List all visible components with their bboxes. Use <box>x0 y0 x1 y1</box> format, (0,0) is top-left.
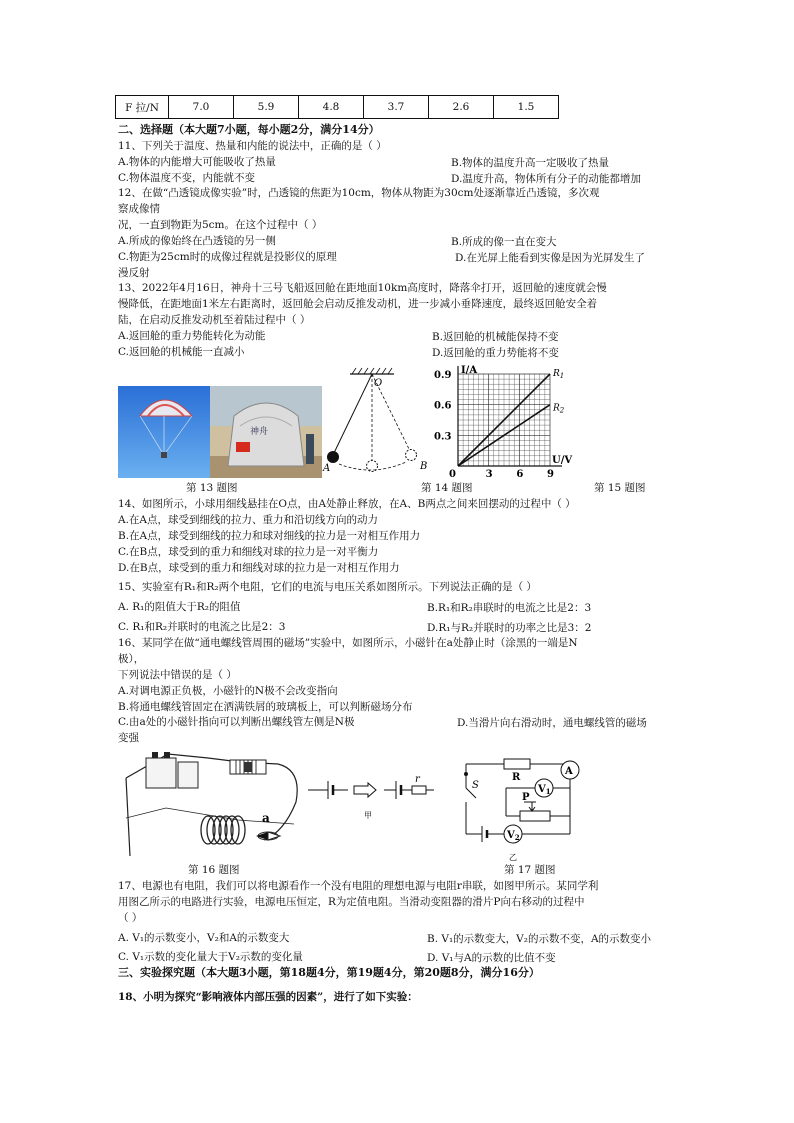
caption-fig16: 第 16 题图 <box>188 864 240 876</box>
q12-option-d: D.在光屏上能看到实像是因为光屏发生了 <box>455 252 645 264</box>
q16-stem-2: 极）， <box>118 653 145 665</box>
q15-option-c: C. R₁和R₂并联时的电流之比是2：3 <box>118 621 286 633</box>
q15-option-d: D.R₁与R₂并联时的功率之比是3：2 <box>427 622 592 634</box>
q17-stem-1: 17、电源也有电阻，我们可以将电源看作一个没有电阻的理想电源与电阻r串联，如图甲所示。某同学利 <box>118 880 599 892</box>
pendulum-B-label: B <box>420 461 428 472</box>
rheostat <box>520 811 550 821</box>
q17-option-a: A. V₁的示数变小，V₂和A的示数变大 <box>118 932 290 944</box>
q16-option-d-cont: 变强 <box>118 732 139 744</box>
q17-stem-2: 用图乙所示的电路进行实验，电源电压恒定，R为定值电阻。当滑动变阻器的滑片P向右移动的过程中 <box>118 896 585 908</box>
x-tick-label: 9 <box>547 469 554 480</box>
y-tick-label: 0.9 <box>434 370 452 381</box>
slider-P-label: P <box>522 792 530 803</box>
caption-fig15: 第 15 题图 <box>594 482 646 494</box>
battery-with-resistance <box>306 772 436 822</box>
resistor-r <box>504 759 530 769</box>
table-cell: 4.8 <box>299 96 364 119</box>
q12-stem-3: 况，一直到物距为5cm。在这个过程中（ ） <box>118 219 323 231</box>
chart-y-label: I/A <box>461 365 478 376</box>
x-tick-label: 6 <box>516 469 524 480</box>
q17-option-b: B. V₁的示数变大，V₂的示数不变，A的示数变小 <box>427 933 652 945</box>
solenoid-setup <box>118 748 303 860</box>
iu-chart <box>432 364 578 480</box>
q17-option-d: D. V₁与A的示数的比值不变 <box>427 952 556 964</box>
q12-option-d-cont: 漫反射 <box>118 267 150 279</box>
capsule-photo <box>210 386 322 478</box>
q13-option-c: C.返回舱的机械能一直减小 <box>118 346 245 358</box>
x-tick-label: 3 <box>485 469 493 480</box>
voltmeter-v2-label: $V_2$ <box>507 830 520 842</box>
q13-stem-3: 陆，在启动反推发动机至着陆过程中（ ） <box>118 314 311 326</box>
pendulum-A-label: A <box>323 463 331 474</box>
q17-option-c: C. V₁示数的变化量大于V₂示数的变化量 <box>118 951 303 963</box>
q12-stem-2: 察成像情 <box>118 203 160 215</box>
q11-option-d: D.温度升高，物体所有分子的动能都增加 <box>451 173 641 185</box>
q11-option-c: C.物体温度不变，内能就不变 <box>118 172 255 184</box>
table-cell: 3.7 <box>364 96 429 119</box>
q12-option-a: A.所成的像始终在凸透镜的另一侧 <box>118 235 276 247</box>
q12-option-b: B.所成的像一直在变大 <box>451 236 557 248</box>
q13-option-b: B.返回舱的机械能保持不变 <box>432 331 559 343</box>
q13-stem-1: 13、2022年4月16日，神舟十三号飞船返回舱在距地面10km高度时，降落伞打开，返回舱的速度就会慢 <box>118 282 607 294</box>
pendulum-diagram <box>322 365 432 477</box>
q18-stem: 18、小明为探究“影响液体内部压强的因素”，进行了如下实验： <box>118 991 418 1003</box>
chart-x-label: U/V <box>552 455 573 466</box>
q13-stem-2: 慢降低，在距地面1米左右距离时，返回舱会启动反推发动机，进一步减小垂降速度，最终返回舱安全着 <box>118 298 598 310</box>
q11-option-a: A.物体的内能增大可能吸收了热量 <box>118 156 276 168</box>
caption-fig14: 第 14 题图 <box>421 482 473 494</box>
table-cell: 1.5 <box>494 96 559 119</box>
y-tick-label: 0.3 <box>434 431 452 443</box>
q14-option-d: D.在B点，球受到的重力和细线对球的拉力是一对相互作用力 <box>118 562 400 574</box>
q16-option-d: D.当滑片向右滑动时，通电螺线管的磁场 <box>457 717 647 729</box>
q15-option-b: B.R₁和R₂串联时的电流之比是2：3 <box>427 602 592 614</box>
table-cell: 5.9 <box>234 96 299 119</box>
pendulum-ball-b <box>406 450 417 461</box>
section-2-title: 二、选择题（本大题7小题，每小题2分，满分14分） <box>118 123 380 136</box>
compass-a-label: a <box>262 811 270 825</box>
ammeter-label: A <box>565 766 573 777</box>
table-header-cell: F 拉/N <box>116 96 169 119</box>
y-tick-label: 0.6 <box>434 400 452 412</box>
q15-option-a: A. R₁的阻值大于R₂的阻值 <box>118 601 241 613</box>
caption-fig17: 第 17 题图 <box>504 864 556 876</box>
q13-option-a: A.返回舱的重力势能转化为动能 <box>118 330 266 342</box>
fig-jia-label: 甲 <box>364 811 372 820</box>
q12-option-c: C.物距为25cm时的成像过程就是投影仪的原理 <box>118 251 337 263</box>
q11-option-b: B.物体的温度升高一定吸收了热量 <box>451 157 610 169</box>
q16-stem-1: 16、某同学在做“通电螺线管周围的磁场”实验中，如图所示，小磁针在a处静止时（涂黑的一端是N <box>118 637 578 649</box>
series-label-r2: $R_2$ <box>553 403 565 415</box>
table-cell: 2.6 <box>429 96 494 119</box>
q16-option-c: C.由a处的小磁针指向可以判断出螺线管左侧是N极 <box>118 716 355 728</box>
q16-stem-3: 下列说法中错误的是（ ） <box>118 669 237 681</box>
q15-stem: 15、实验室有R₁和R₂两个电阻，它们的电流与电压关系如图所示。下列说法正确的是（ ） <box>118 581 537 593</box>
circuit-diagram <box>452 748 602 863</box>
q14-option-a: A.在A点，球受到细线的拉力、重力和沿切线方向的动力 <box>118 514 379 526</box>
resistance-r-label: r <box>415 774 420 785</box>
voltmeter-v1-label: $V_1$ <box>538 784 551 796</box>
q16-option-b: B.将通电螺线管固定在洒满铁屑的玻璃板上，可以判断磁场分布 <box>118 701 413 713</box>
resistor-R-label: R <box>512 772 521 783</box>
q17-stem-3: （ ） <box>118 912 143 924</box>
force-table <box>115 95 559 119</box>
q14-option-b: B.在A点，球受到细线的拉力和球对细线的拉力是一对相互作用力 <box>118 530 421 542</box>
q12-stem-1: 12、在做“凸透镜成像实验”时，凸透镜的焦距为10cm，物体从物距为30cm处逐渐靠近凸透镜，多次观 <box>118 187 600 199</box>
series-label-r1: $R_1$ <box>553 369 565 380</box>
q14-stem: 14、如图所示，小球用细线悬挂在O点，由A处静止释放，在A、B两点之间来回摆动的过程中（ ） <box>118 498 576 510</box>
q14-option-c: C.在B点，球受到的重力和细线对球的拉力是一对平衡力 <box>118 546 379 558</box>
q13-option-d: D.返回舱的重力势能将不变 <box>432 347 559 359</box>
caption-fig13: 第 13 题图 <box>186 482 238 494</box>
capsule-label: 神舟 <box>250 427 269 437</box>
fig-yi-label: 乙 <box>509 853 517 862</box>
pendulum-O-label: O <box>374 378 383 389</box>
q11-stem: 11、下列关于温度、热量和内能的说法中，正确的是（ ） <box>118 140 387 152</box>
section-3-title: 三、实验探究题（本大题3小题，第18题4分，第19题4分，第20题8分，满分16分） <box>118 966 540 979</box>
parachute-photo <box>118 386 210 478</box>
chart-origin-label: 0 <box>449 469 456 480</box>
switch-S-label: S <box>472 780 479 791</box>
pendulum-ball-a <box>327 451 339 463</box>
q16-option-a: A.对调电源正负极，小磁针的N极不会改变指向 <box>118 685 338 697</box>
table-cell: 7.0 <box>169 96 234 119</box>
